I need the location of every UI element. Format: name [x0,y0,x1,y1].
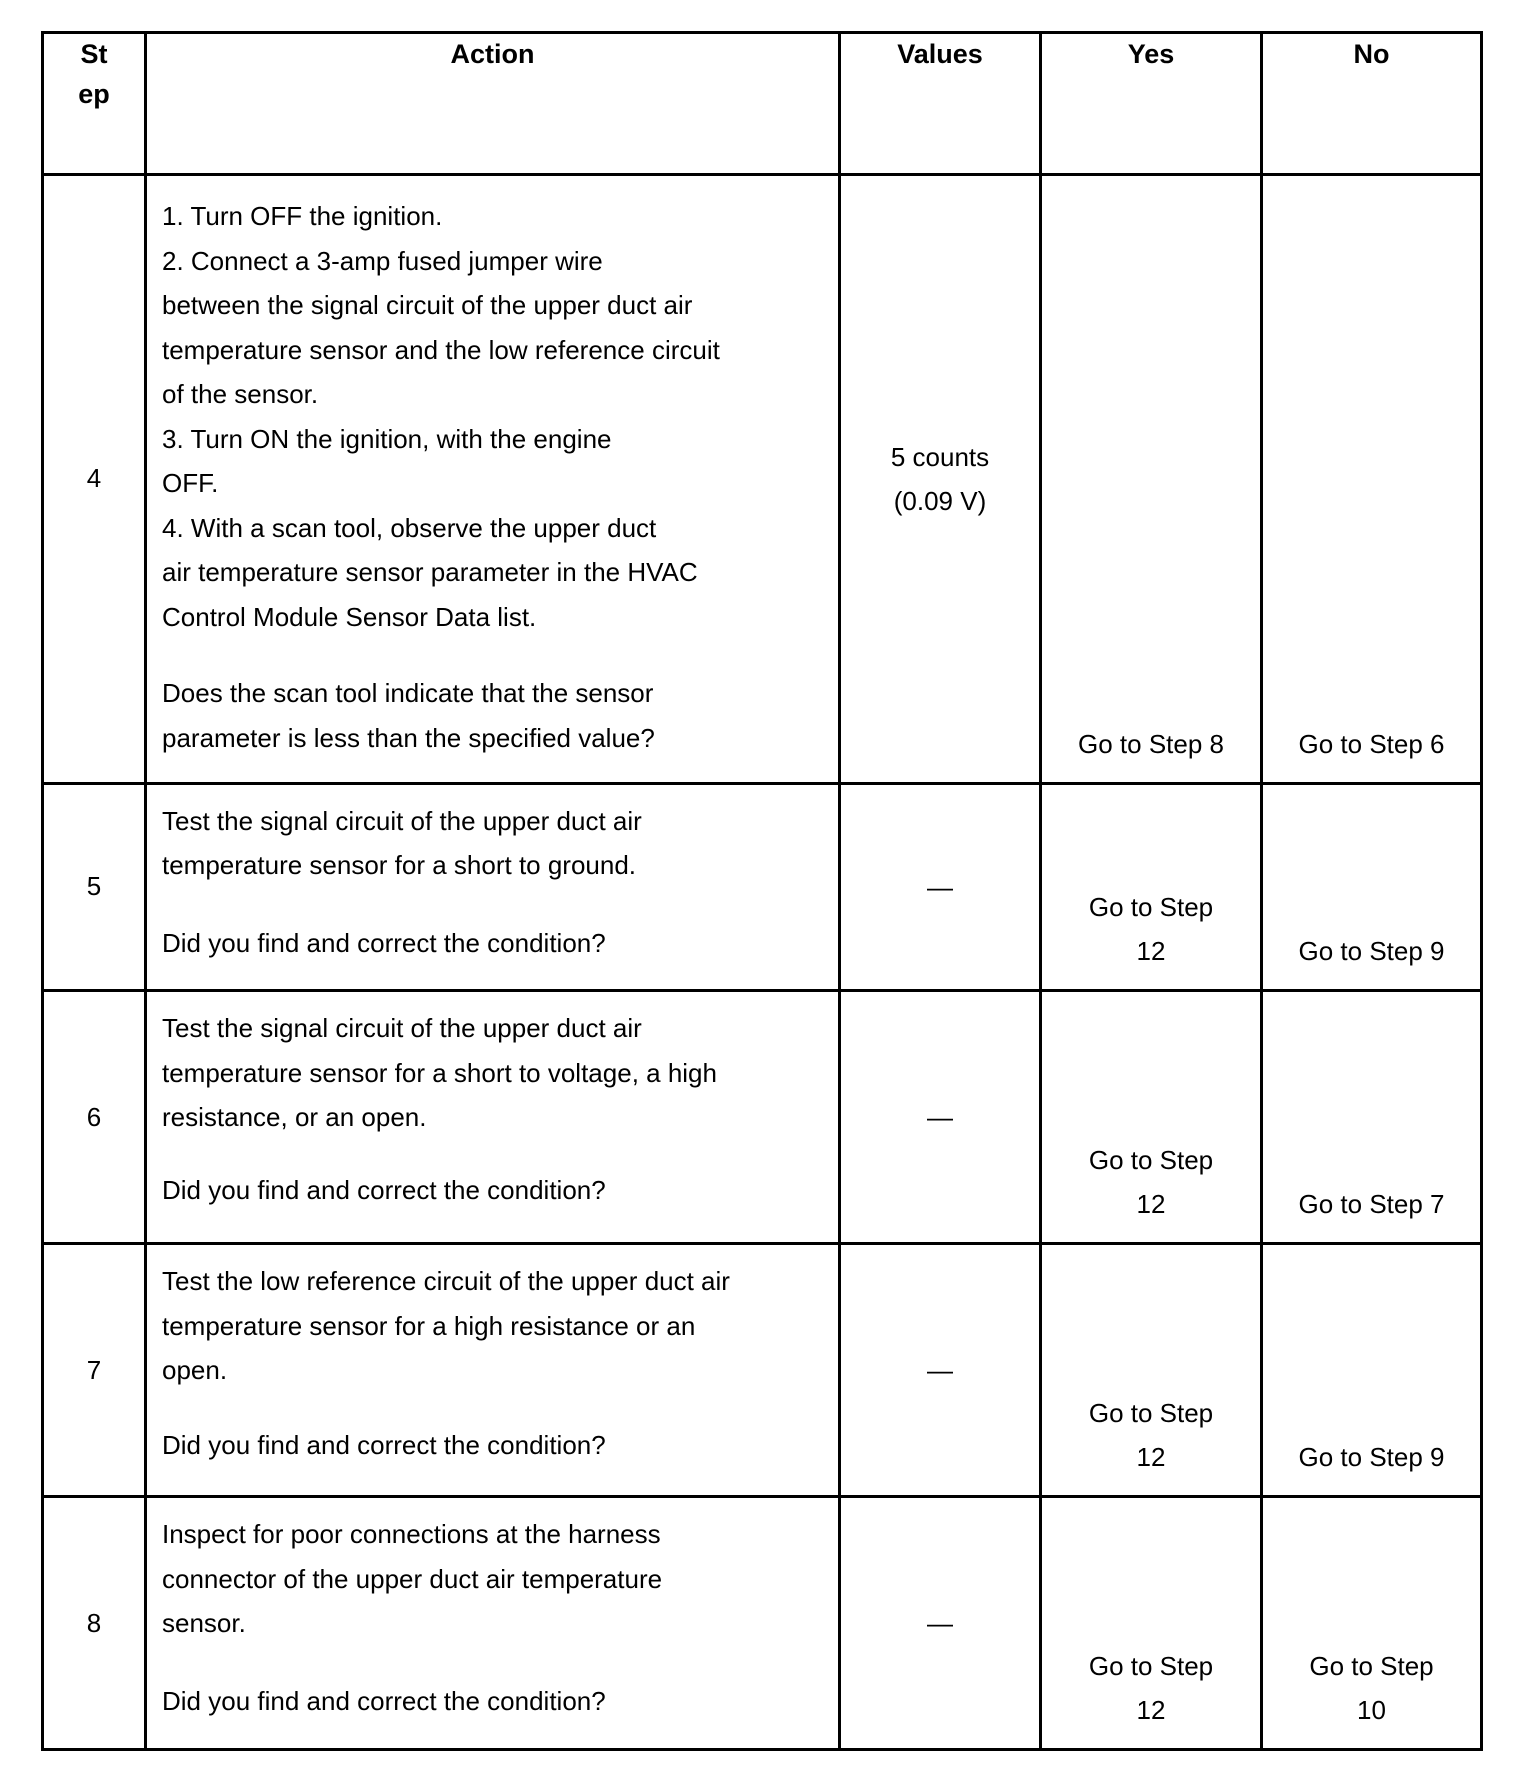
text-line: of the sensor. [162,379,319,409]
text-line: Test the low reference circuit of the upper duct air [162,1266,730,1297]
text-line: Test the signal circuit of the upper duct air [162,1013,642,1044]
text-line: Did you find and correct the condition? [162,1685,606,1716]
values-cell [840,1244,1041,1497]
text-line: 12 [1136,1442,1166,1473]
text-line: 3. Turn ON the ignition, with the engine [162,423,612,454]
spacer [162,1393,828,1423]
table-body [43,175,1482,1750]
text-line: sensor. [162,1608,246,1639]
spacer [162,1140,828,1168]
text-line: Does the scan tool indicate that the sensor [162,678,654,708]
text-line: temperature sensor for a short to voltage, a high [162,1057,717,1088]
spacer [162,1646,828,1679]
values-cell [840,783,1041,991]
values-cell [840,991,1041,1244]
no-cell [1262,1497,1482,1750]
text-line: Did you find and correct the condition? [162,1174,606,1205]
action-cell [146,1244,840,1497]
yes-cell [1041,1244,1262,1497]
step-number: 7 [43,1244,146,1497]
header-action: Action [146,33,840,175]
text-line: 4. With a scan tool, observe the upper duct [162,512,657,543]
text-line: — [927,1355,953,1386]
text-line: Go to Step 8 [1078,728,1224,759]
header-row [43,33,1482,175]
text-line: Go to Step 6 [1298,728,1445,759]
yes-cell [1041,1497,1262,1750]
text-line: — [927,1102,953,1133]
text-line: 2. Connect a 3-amp fused jumper wire [162,245,603,276]
yes-cell [1041,783,1262,991]
text-line: Go to Step 9 [1298,936,1445,967]
no-cell [1262,1244,1482,1497]
text-line: OFF. [162,468,219,498]
text-line: Go to Step [1088,1651,1214,1681]
yes-cell [1041,175,1262,784]
text-line: Go to Step [1088,892,1214,923]
action-cell [146,991,840,1244]
text-line: between the signal circuit of the upper duct air [162,290,693,320]
text-line: temperature sensor and the low reference circuit [162,334,720,365]
header-step: St ep [43,33,146,175]
table-row [43,991,1482,1244]
text-line: Go to Step [1088,1398,1214,1429]
yes-cell [1041,991,1262,1244]
step-number: 6 [43,991,146,1244]
action-cell [146,783,840,991]
step-number: 5 [43,783,146,991]
no-cell [1262,991,1482,1244]
no-cell [1262,783,1482,991]
text-line: temperature sensor for a short to ground. [162,850,637,881]
text-line: — [927,1608,953,1639]
values-cell [840,1497,1041,1750]
text-line: Go to Step 7 [1298,1189,1445,1220]
text-line: temperature sensor for a high resistance or an [162,1310,696,1341]
text-line: 10 [1357,1695,1386,1725]
text-line: air temperature sensor parameter in the HVAC [162,557,698,587]
action-cell [146,175,840,784]
table-row [43,783,1482,991]
text-line: 5 counts [890,441,990,472]
spacer [162,639,828,671]
values-cell [840,175,1041,784]
text-line: (0.09 V) [893,485,987,516]
text-line: 12 [1136,936,1166,967]
spacer [162,888,828,921]
text-line: Go to Step 9 [1298,1442,1445,1473]
text-line: 12 [1136,1695,1166,1725]
text-line: 12 [1136,1189,1166,1220]
step-number: 4 [43,175,146,784]
table-row [43,175,1482,784]
header-no: No [1262,33,1482,175]
text-line: 1. Turn OFF the ignition. [162,201,443,231]
action-cell [146,1497,840,1750]
text-line: resistance, or an open. [162,1102,427,1133]
diagnostic-table [41,31,1483,1751]
step-number: 8 [43,1497,146,1750]
text-line: — [927,871,953,902]
table-row [43,1497,1482,1750]
text-line: Test the signal circuit of the upper duct air [162,805,642,836]
header-yes: Yes [1041,33,1262,175]
no-cell [1262,175,1482,784]
text-line: Go to Step [1088,1145,1214,1176]
text-line: Go to Step [1309,1651,1434,1681]
table-row [43,1244,1482,1497]
text-line: Did you find and correct the condition? [162,1429,606,1460]
text-line: connector of the upper duct air temperature [162,1563,663,1594]
text-line: parameter is less than the specified value? [162,722,655,753]
header-values: Values [840,33,1041,175]
text-line: Control Module Sensor Data list. [162,601,537,632]
text-line: open. [162,1355,228,1386]
text-line: Did you find and correct the condition? [162,927,606,958]
text-line: Inspect for poor connections at the harness [162,1519,661,1550]
